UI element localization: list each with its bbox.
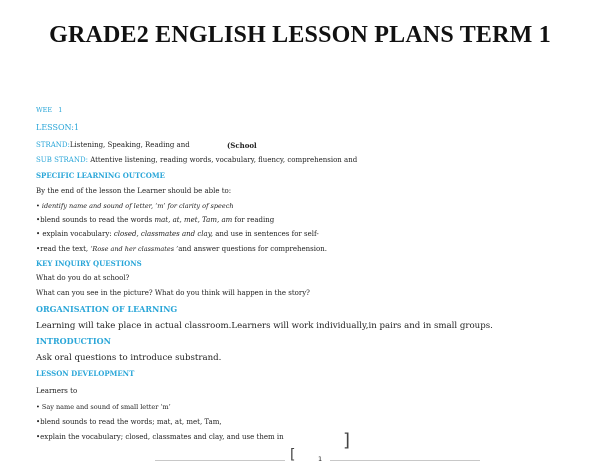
slo-item-3-words: closed, classmates and clay, [113, 230, 213, 238]
substrand-value: Attentive listening, reading words, vocabulary, fluency, comprehension and [90, 156, 358, 164]
strand-line [36, 141, 190, 149]
strand-extra: (School [227, 141, 257, 150]
footer-bracket-glyph: [ [290, 447, 296, 463]
introduction-text: Ask oral questions to introduce substrand. [36, 353, 222, 363]
kiq-heading: KEY INQUIRY QUESTIONS [36, 259, 142, 268]
substrand-label: SUB STRAND: [36, 156, 88, 164]
week-value: 1 [58, 106, 63, 114]
kiq-question-2: What can you see in the picture? What do you think will happen in the story? [36, 289, 310, 297]
document-title [0, 22, 600, 49]
slo-item-2 [36, 216, 274, 224]
development-item-2: •blend sounds to read the words; mat, at, met, Tam, [36, 418, 222, 426]
slo-item-4-title: ‘Rose and her classmates ’ [90, 245, 179, 253]
lesson-value: 1 [73, 123, 80, 132]
closing-bracket-glyph: ] [343, 430, 351, 451]
slo-item-2-words: mat, at, met, Tam, am [154, 216, 233, 224]
slo-item-3 [36, 230, 319, 238]
week-label: WEE [36, 106, 53, 114]
development-item-1: • Say name and sound of small letter ‘m’ [36, 403, 171, 411]
slo-item-2-pre: •blend sounds to read the words [36, 216, 155, 224]
introduction-heading: INTRODUCTION [36, 336, 111, 346]
slo-item-1: • identify name and sound of letter, ‘m’ for clarity of speech [36, 202, 234, 210]
organisation-text: Learning will take place in actual classroom.Learners will work individually,in pairs and in small groups. [36, 321, 493, 331]
week-line [36, 106, 62, 114]
slo-item-4-post: and answer questions for comprehension. [178, 245, 327, 253]
strand-label: STRAND: [36, 141, 70, 149]
slo-heading: SPECIFIC LEARNING OUTCOME [36, 171, 165, 180]
footer-rule-right [330, 460, 480, 461]
lesson-label: LESSON: [36, 123, 74, 132]
organisation-heading: ORGANISATION OF LEARNING [36, 304, 178, 314]
slo-item-4 [36, 245, 327, 253]
title-rest: 2 ENGLISH LESSON PLANS TERM 1 [136, 22, 551, 48]
lesson-line [36, 123, 79, 132]
page-number: 1 [318, 455, 323, 463]
slo-item-2-post: for reading [232, 216, 275, 224]
footer-rule-left [155, 460, 285, 461]
title-grade: GRADE [49, 22, 137, 48]
development-item-3: •explain the vocabulary; closed, classmates and clay, and use them in [36, 433, 284, 441]
strand-value: Listening, Speaking, Reading and [69, 141, 190, 149]
kiq-question-1: What do you do at school? [36, 274, 130, 282]
slo-item-4-pre: •read the text, [36, 245, 91, 253]
slo-item-3-pre: • explain vocabulary: [36, 230, 114, 238]
substrand-line [36, 156, 357, 164]
development-heading: LESSON DEVELOPMENT [36, 369, 135, 378]
slo-intro: By the end of the lesson the Learner should be able to: [36, 187, 232, 195]
development-intro: Learners to [36, 387, 78, 395]
slo-item-3-post: and use in sentences for self- [212, 230, 319, 238]
